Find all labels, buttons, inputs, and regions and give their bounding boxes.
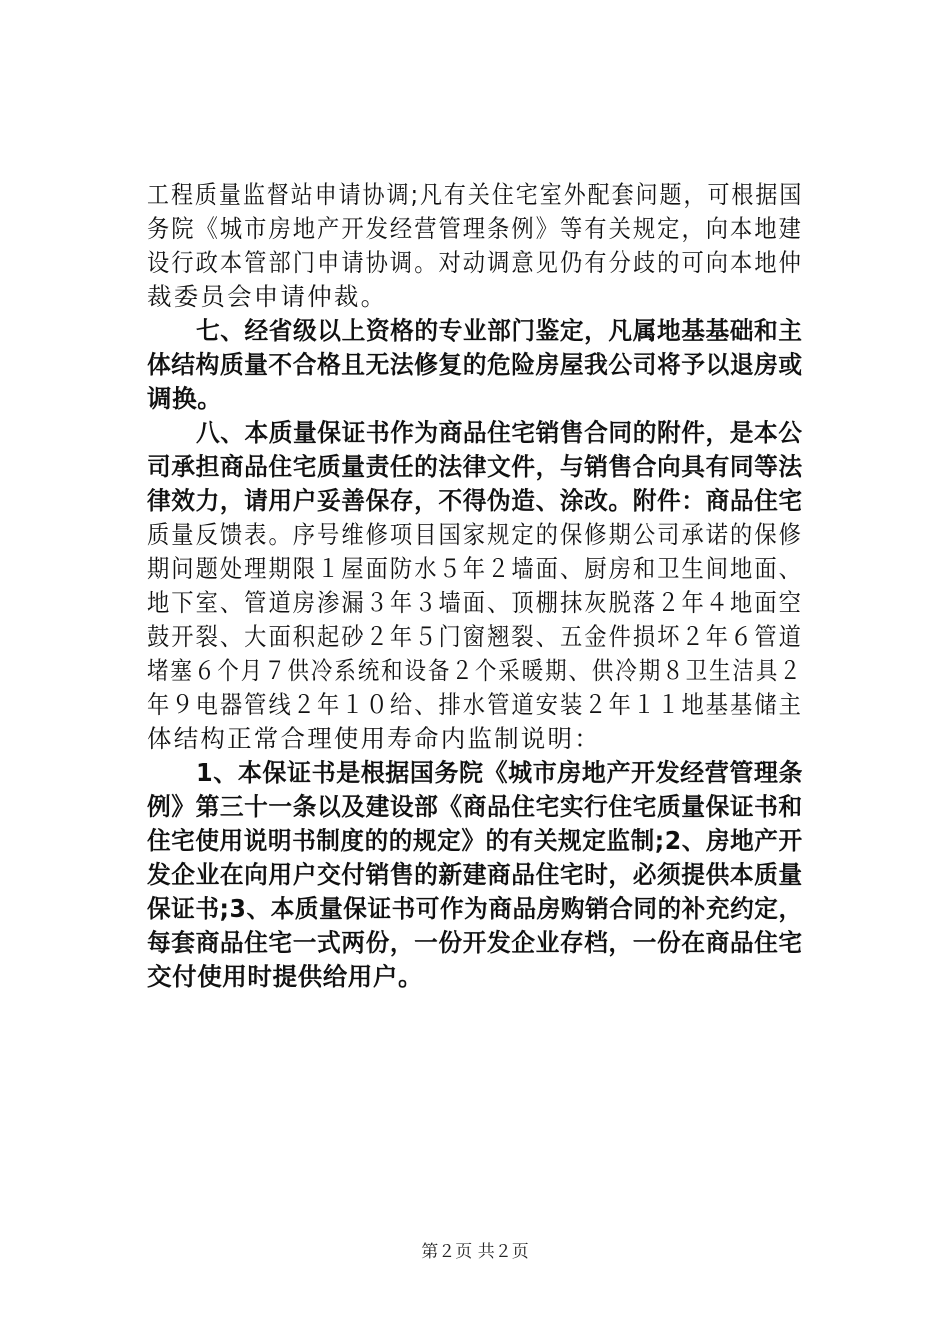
text-line: 司承担商品住宅质量责任的法律文件，与销售合向具有同等法 bbox=[147, 452, 803, 481]
text-line: 鼓开裂、大面积起砂２年５门窗翘裂、五金件损坏２年６管道 bbox=[147, 622, 803, 651]
text-line: 体结构质量不合格且无法修复的危险房屋我公司将予以退房或 bbox=[147, 350, 803, 379]
text-line: 地下室、管道房渗漏３年３墙面、顶棚抹灰脱落２年４地面空 bbox=[147, 588, 803, 617]
text-line: 七、经省级以上资格的专业部门鉴定，凡属地基基础和主 bbox=[196, 316, 803, 345]
text-line: 住宅使用说明书制度的的规定》的有关规定监制;2、房地产开 bbox=[147, 826, 803, 855]
text-line: 1、本保证书是根据国务院《城市房地产开发经营管理条 bbox=[196, 758, 804, 787]
text-line: 八、本质量保证书作为商品住宅销售合同的附件，是本公 bbox=[196, 418, 803, 447]
text-line: 年９电器管线２年１０给、排水管道安装２年１１地基基储主 bbox=[147, 690, 803, 719]
text-line: 工程质量监督站申请协调;凡有关住宅室外配套问题，可根据国 bbox=[147, 180, 804, 209]
text-line: 期问题处理期限１屋面防水５年２墙面、厨房和卫生间地面、 bbox=[147, 554, 803, 583]
text-line: 发企业在向用户交付销售的新建商品住宅时，必须提供本质量 bbox=[147, 860, 803, 889]
text-line: 每套商品住宅一式两份，一份开发企业存档，一份在商品住宅 bbox=[147, 928, 803, 957]
text-line: 律效力，请用户妥善保存，不得伪造、涂改。附件：商品住宅 bbox=[147, 486, 803, 515]
text-line: 调换。 bbox=[147, 384, 223, 413]
text-line: 务院《城市房地产开发经营管理条例》等有关规定，向本地建 bbox=[147, 214, 803, 243]
text-line: 例》第三十一条以及建设部《商品住宅实行住宅质量保证书和 bbox=[147, 792, 803, 821]
text-line: 裁委员会申请仲裁。 bbox=[147, 282, 388, 311]
text-line: 堵塞６个月７供冷系统和设备２个采暖期、供冷期８卫生洁具２ bbox=[147, 656, 803, 685]
text-line: 保证书;3、本质量保证书可作为商品房购销合同的补充约定， bbox=[147, 894, 803, 923]
page-number-footer: 第２页 共２页 bbox=[421, 1242, 529, 1262]
text-line: 交付使用时提供给用户。 bbox=[147, 962, 424, 991]
text-line: 体结构正常合理使用寿命内监制说明： bbox=[147, 724, 601, 753]
text-line: 设行政本管部门申请协调。对动调意见仍有分歧的可向本地仲 bbox=[147, 248, 803, 277]
text-line: 质量反馈表。序号维修项目国家规定的保修期公司承诺的保修 bbox=[147, 520, 803, 549]
